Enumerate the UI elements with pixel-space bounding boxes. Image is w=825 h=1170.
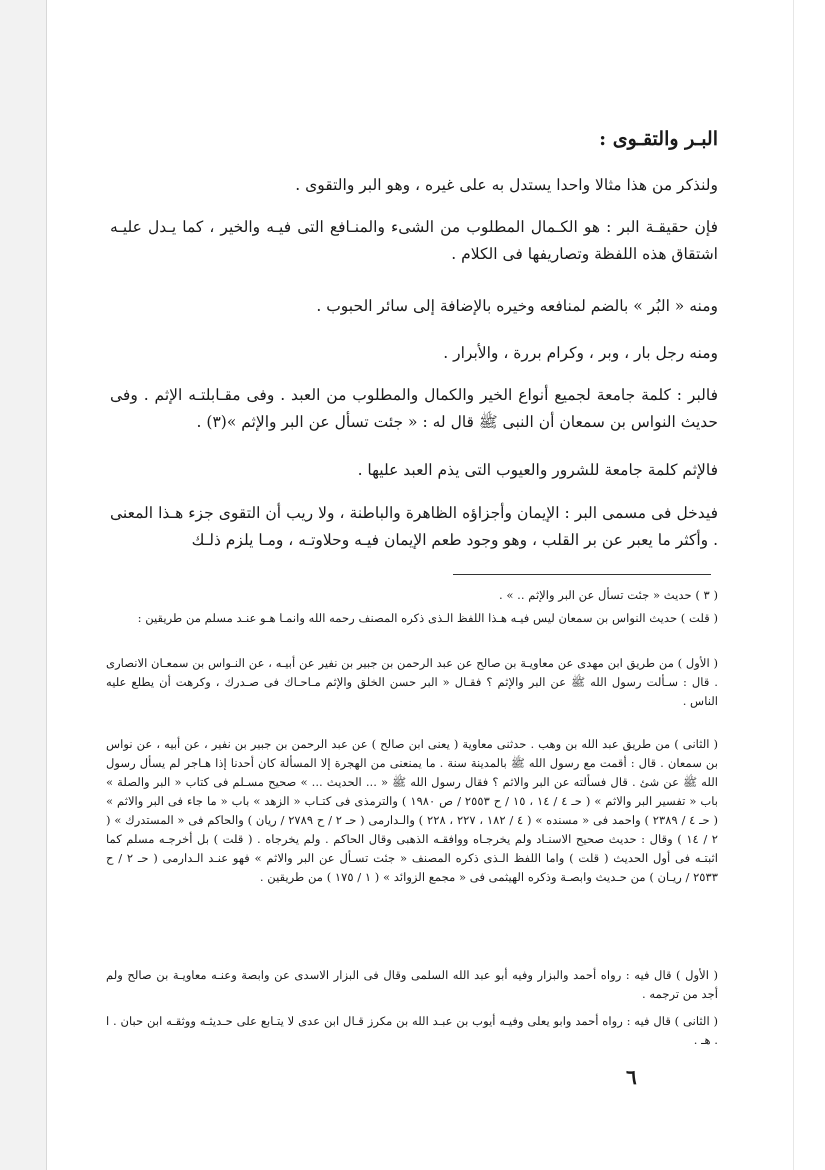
footnote: ( قلت ) حديث النواس بن سمعان ليس فيـه هـذا اللفظ الـذى ذكره المصنف رحمه الله وانمـا هـو عنـد مسلم من طريقين :: [137, 611, 718, 625]
margin-divider: [46, 0, 47, 1170]
footnote-separator: [453, 574, 711, 575]
page-left-margin: [0, 0, 46, 1170]
paragraph: فالإثم كلمة جامعة للشرور والعيوب التى يذم العبد عليها .: [357, 461, 718, 479]
paragraph: فالبر : كلمة جامعة لجميع أنواع الخير والكمال والمطلوب من العبد . وفى مقـابلتـه الإثم . وفى حديث النواس بن سمعان أن النبى ﷺ قال له : « جئت تسأل عن البر والإثم »(٣) .: [110, 386, 718, 431]
paragraph: ولنذكر من هذا مثالا واحدا يستدل به على غيره ، وهو البر والتقوى .: [295, 176, 718, 194]
footnote: ( الأول ) قال فيه : رواه أحمد والبزار وفيه أبو عبد الله السلمى وقال فى البزار الاسدى عن وابصة وعنـه معاويـة بن صالح ولم أجد من ترجمه .: [106, 968, 718, 1001]
paragraph: فإن حقيقـة البر : هو الكـمال المطلوب من الشىء والمنـافع التى فيـه والخير ، كما يـدل عليـه اشتقاق هذه اللفظة وتصاريفها فى الكلام .: [110, 218, 718, 263]
paragraph: ومنه « البُر » بالضم لمنافعه وخيره بالإضافة إلى سائر الحبوب .: [316, 297, 718, 315]
footnote: ( الثانى ) من طريق عبد الله بن وهب . حدثنى معاوية ( يعنى ابن صالح ) عن عبد الرحمن بن جبير بن نفير ، عن أبيه ، عن نواس بن سمعان . قال : أقمت مع رسول الله ﷺ بالمدينة سنة . ما يمنعنى من الهجرة إلا المسألة كان أحدنا إذا هـاجر لم يسأل رسول الله ﷺ عن شئ . قال فسألته عن البر والاثم ؟ فقال رسول الله ﷺ « ... الحديث ... » صحيح مسـلم فى كتاب « البر والصلة » باب « تفسير البر والاثم » ( حـ ٤ / ١٤ ، ١٥ / ح ٢٥٥٣ / ص ١٩٨٠ ) والترمذى فى كتـاب « الزهد » باب « ما جاء فى البر والاثم » ( حـ ٤ / ٢٣٨٩ ) واحمد فى « مسنده » ( ٤ / ١٨٢ ، ٢٢٧ ، ٢٢٨ ) والـدارمى ( حـ ٢ / ح ٢٧٨٩ / ريان ) والحاكم فى « المستدرك » ( ٢ / ١٤ ) وقال : حديث صحيح الاسنـاد ولم يخرجـاه ووافقـه الذهبى وقال الحاكم . ولم يخرجاه . ( قلت ) بل أخرجـه مسلم كما اثبتـه فى أول الحديث ( قلت ) واما اللفظ الـذى ذكره المصنف « جئت تسـأل عن البر والاثم » فهو عنـد الـدارمى ( حـ ٢ / ح ٢٥٣٣ / ريـان ) من حـديث وابصـة وذكره الهيثمى فى « مجمع الزوائد » ( ١ / ١٧٥ ) من طريقين .: [106, 737, 718, 884]
footnote: ( ٣ ) حديث « جئت تسأل عن البر والإثم .. » .: [499, 588, 718, 602]
page-number: ٦: [626, 1065, 637, 1089]
section-heading: البـر والتقـوى :: [599, 128, 718, 150]
footnote: ( الثانى ) قال فيه : رواه أحمد وابو يعلى وفيـه أيوب بن عبـد الله بن مكرز قـال ابن عدى لا يتـابع على حـديثـه ووثقـه ابن حبان . ا . هـ .: [106, 1014, 718, 1047]
margin-divider: [793, 0, 794, 1170]
footnote: ( الأول ) من طريق ابن مهدى عن معاويـة بن صالح عن عبد الرحمن بن جبير بن نفير عن أبيـه ، عن النـواس بن سمعـان الانصارى . قال : سـألت رسول الله ﷺ عن البر والإثم ؟ فقـال « البر حسن الخلق والإثم مـاحـاك فى صـدرك ، وكرهت أن يطلع عليه الناس .: [106, 656, 718, 708]
paragraph: ومنه رجل بار ، وبر ، وكرام بررة ، والأبرار .: [443, 344, 718, 362]
paragraph: فيدخل فى مسمى البر : الإيمان وأجزاؤه الظاهرة والباطنة ، ولا ريب أن التقوى جزء هـذا المعنى . وأكثر ما يعبر عن بر القلب ، وهو وجود طعم الإيمان فيـه وحلاوتـه ، ومـا يلزم ذلـك: [110, 504, 718, 549]
